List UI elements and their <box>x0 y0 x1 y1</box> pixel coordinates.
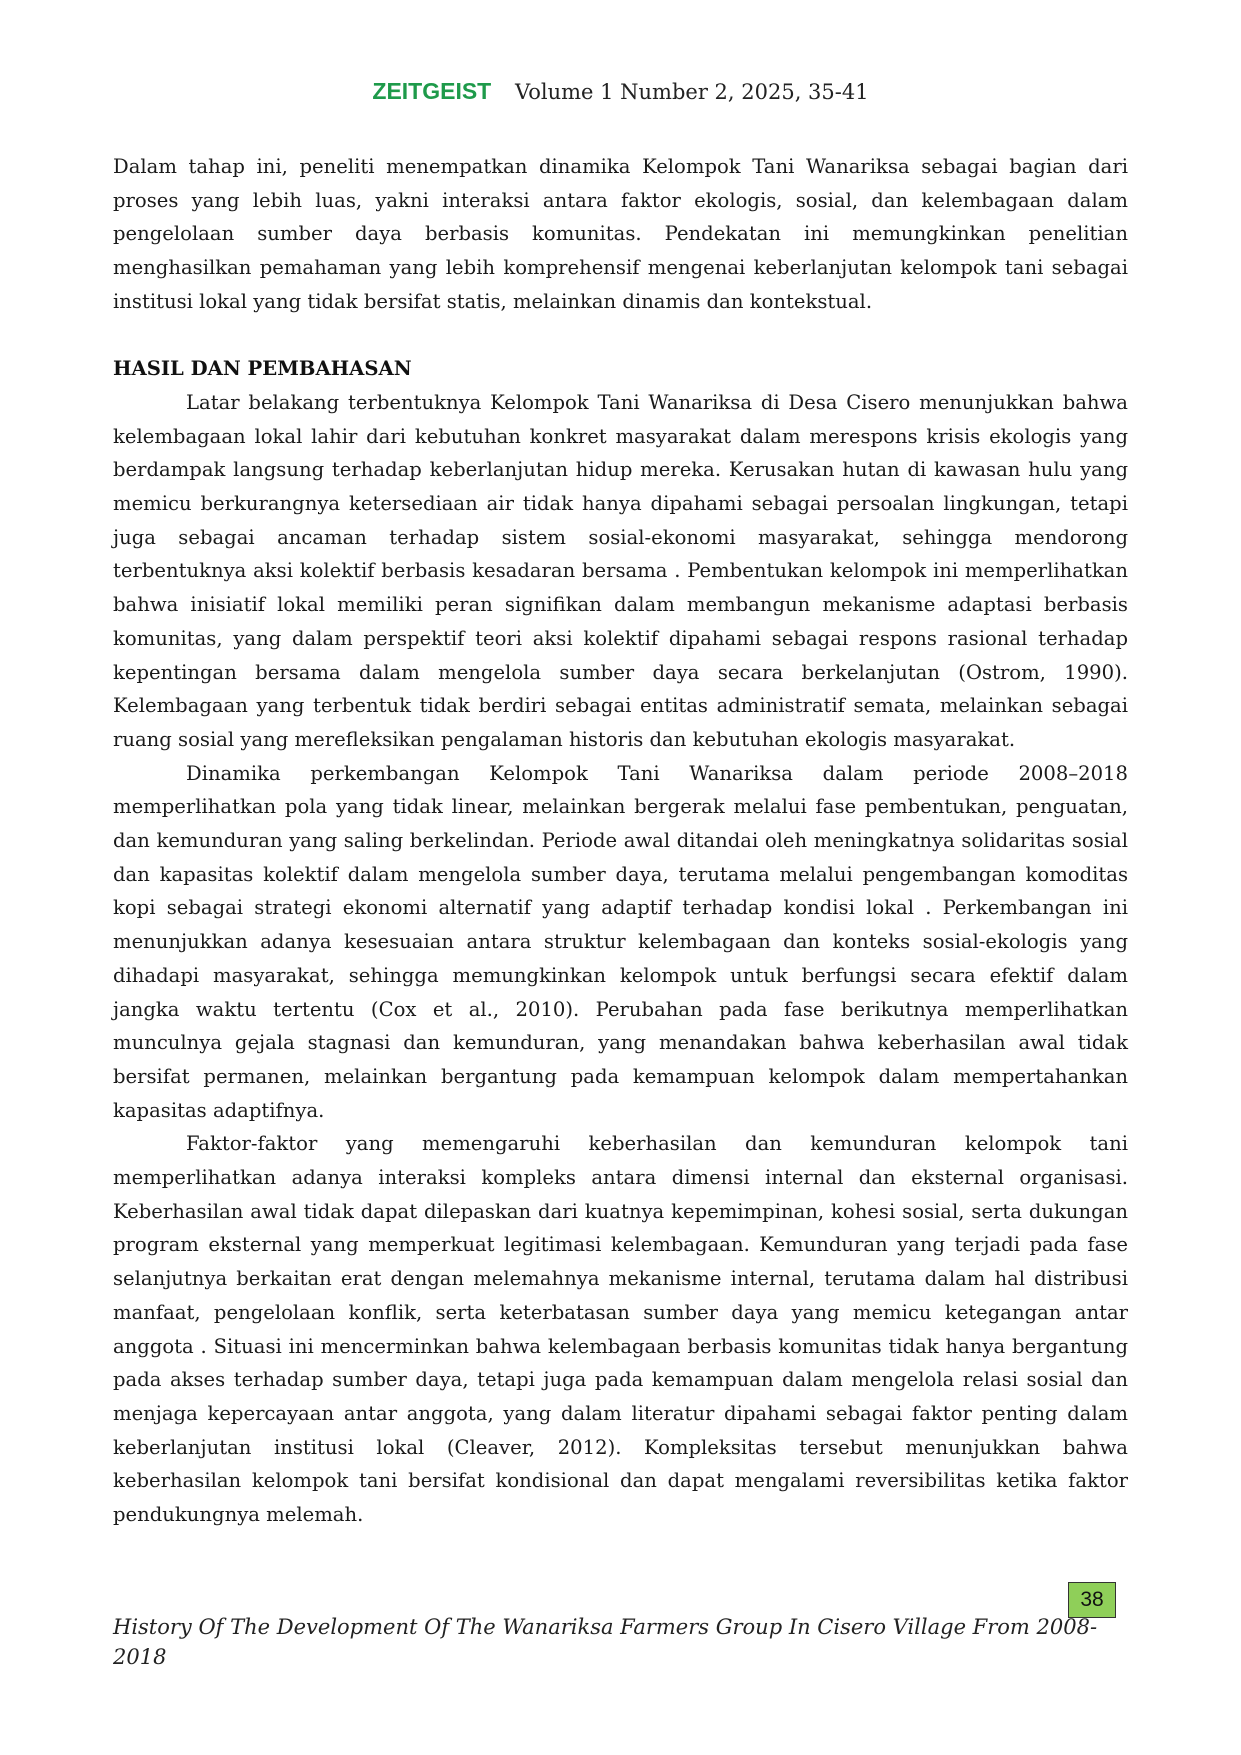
body-paragraph-1: Latar belakang terbentuknya Kelompok Tani Wanariksa di Desa Cisero menunjukkan bahwa kelembagaan lokal lahir dari kebutuhan konkret masyarakat dalam merespons krisis ekologis yang berdampak langsung terhadap keberlanjutan hidup mereka. Kerusakan hutan di kawasan hulu yang memicu berkurangnya ketersediaan air tidak hanya dipahami sebagai persoalan lingkungan, tetapi juga sebagai ancaman terhadap sistem sosial-ekonomi masyarakat, sehingga mendorong terbentuknya aksi kolektif berbasis kesadaran bersama . Pembentukan kelompok ini memperlihatkan bahwa inisiatif lokal memiliki peran signifikan dalam membangun mekanisme adaptasi berbasis komunitas, yang dalam perspektif teori aksi kolektif dipahami sebagai respons rasional terhadap kepentingan bersama dalam mengelola sumber daya secara berkelanjutan (Ostrom, 1990). Kelembagaan yang terbentuk tidak berdiri sebagai entitas administratif semata, melainkan sebagai ruang sosial yang merefleksikan pengalaman historis dan kebutuhan ekologis masyarakat. <box>113 390 1128 751</box>
journal-name: ZEITGEIST <box>372 78 492 104</box>
journal-header <box>0 76 1241 107</box>
body-paragraph-3: Faktor-faktor yang memengaruhi keberhasilan dan kemunduran kelompok tani memperlihatkan adanya interaksi kompleks antara dimensi internal dan eksternal organisasi. Keberhasilan awal tidak dapat dilepaskan dari kuatnya kepemimpinan, kohesi sosial, serta dukungan program eksternal yang memperkuat legitimasi kelembagaan. Kemunduran yang terjadi pada fase selanjutnya berkaitan erat dengan melemahnya mekanisme internal, terutama dalam hal distribusi manfaat, pengelolaan konflik, serta keterbatasan sumber daya yang memicu ketegangan antar anggota . Situasi ini mencerminkan bahwa kelembagaan berbasis komunitas tidak hanya bergantung pada akses terhadap sumber daya, tetapi juga pada kemampuan dalam mengelola relasi sosial dan menjaga kepercayaan antar anggota, yang dalam literatur dipahami sebagai faktor penting dalam keberlanjutan institusi lokal (Cleaver, 2012). Kompleksitas tersebut menunjukkan bahwa keberhasilan kelompok tani bersifat kondisional dan dapat mengalami reversibilitas ketika faktor pendukungnya melemah. <box>113 1132 1128 1527</box>
section-heading: HASIL DAN PEMBAHASAN <box>113 357 412 381</box>
running-title-footer: History Of The Development Of The Wanariksa Farmers Group In Cisero Village From 2008-2018 <box>113 1615 1098 1669</box>
journal-volume-info: Volume 1 Number 2, 2025, 35-41 <box>514 80 869 104</box>
page-number-badge: 38 <box>1068 1582 1116 1618</box>
intro-paragraph: Dalam tahap ini, peneliti menempatkan dinamika Kelompok Tani Wanariksa sebagai bagian dari proses yang lebih luas, yakni interaksi antara faktor ekologis, sosial, dan kelembagaan dalam pengelolaan sumber daya berbasis komunitas. Pendekatan ini memungkinkan penelitian menghasilkan pemahaman yang lebih komprehensif mengenai keberlanjutan kelompok tani sebagai institusi lokal yang tidak bersifat statis, melainkan dinamis dan kontekstual. <box>113 155 1128 313</box>
body-paragraph-2: Dinamika perkembangan Kelompok Tani Wanariksa dalam periode 2008–2018 memperlihatkan pola yang tidak linear, melainkan bergerak melalui fase pembentukan, penguatan, dan kemunduran yang saling berkelindan. Periode awal ditandai oleh meningkatnya solidaritas sosial dan kapasitas kolektif dalam mengelola sumber daya, terutama melalui pengembangan komoditas kopi sebagai strategi ekonomi alternatif yang adaptif terhadap kondisi lokal . Perkembangan ini menunjukkan adanya kesesuaian antara struktur kelembagaan dan konteks sosial-ekologis yang dihadapi masyarakat, sehingga memungkinkan kelompok untuk berfungsi secara efektif dalam jangka waktu tertentu (Cox et al., 2010). Perubahan pada fase berikutnya memperlihatkan munculnya gejala stagnasi dan kemunduran, yang menandakan bahwa keberhasilan awal tidak bersifat permanen, melainkan bergantung pada kemampuan kelompok dalam mempertahankan kapasitas adaptifnya. <box>113 761 1128 1122</box>
article-body <box>113 150 1128 1532</box>
